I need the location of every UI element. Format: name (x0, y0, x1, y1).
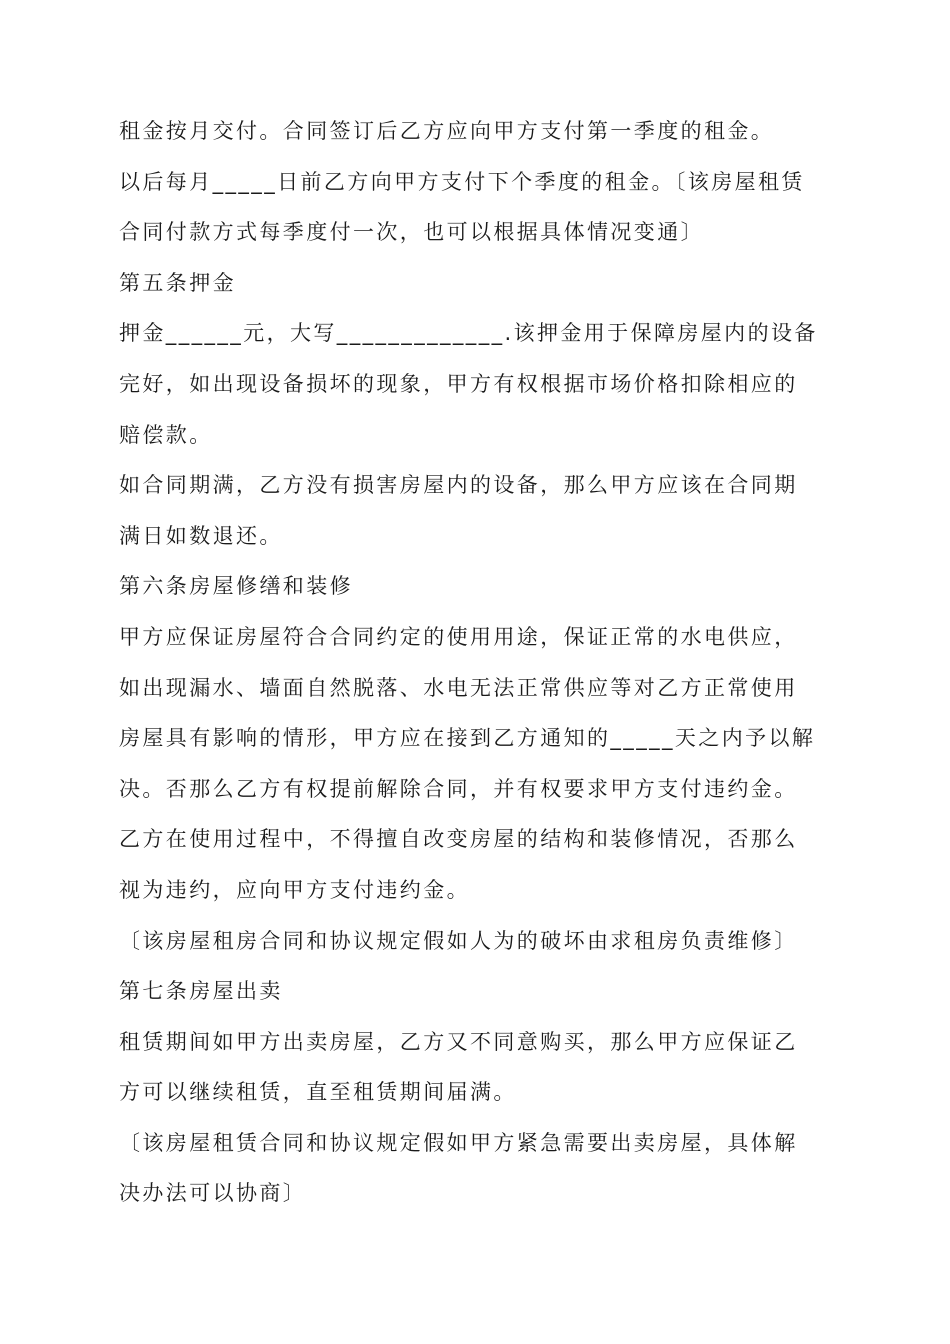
section-heading: 第七条房屋出卖 (119, 979, 283, 1004)
section-heading: 第六条房屋修缮和装修 (119, 574, 353, 599)
text-line: 视为违约，应向甲方支付违约金。 (119, 877, 470, 902)
text-line: 以后每月_____日前乙方向甲方支付下个季度的租金。〔该房屋租赁 (119, 169, 805, 194)
text-line: 合同付款方式每季度付一次，也可以根据具体情况变通〕 (119, 220, 704, 245)
text-line: 方可以继续租赁，直至租赁期间届满。 (119, 1080, 517, 1105)
text-line: 完好，如出现设备损坏的现象，甲方有权根据市场价格扣除相应的 (119, 371, 798, 396)
text-line: 满日如数退还。 (119, 523, 283, 548)
text-line: 如出现漏水、墙面自然脱落、水电无法正常供应等对乙方正常使用 (119, 675, 798, 700)
text-line: 租金按月交付。合同签订后乙方应向甲方支付第一季度的租金。 (119, 119, 775, 143)
text-line: 决。否那么乙方有权提前解除合同，并有权要求甲方支付违约金。 (119, 776, 798, 801)
text-line: 房屋具有影响的情形，甲方应在接到乙方通知的_____天之内予以解 (119, 726, 816, 751)
text-line: 赔偿款。 (119, 422, 213, 447)
text-line: 押金______元，大写_____________.该押金用于保障房屋内的设备 (119, 321, 818, 346)
text-line: 〔该房屋租赁合同和协议规定假如甲方紧急需要出卖房屋，具体解 (119, 1130, 798, 1155)
text-line: 甲方应保证房屋符合合同约定的使用用途，保证正常的水电供应， (119, 624, 798, 649)
section-heading: 第五条押金 (119, 270, 236, 295)
text-line: 乙方在使用过程中，不得擅自改变房屋的结构和装修情况，否那么 (119, 827, 798, 852)
text-line: 〔该房屋租房合同和协议规定假如人为的破坏由求租房负责维修〕 (119, 928, 798, 953)
text-line: 如合同期满，乙方没有损害房屋内的设备，那么甲方应该在合同期 (119, 473, 798, 498)
text-line: 租赁期间如甲方出卖房屋，乙方又不同意购买，那么甲方应保证乙 (119, 1029, 798, 1054)
text-line: 决办法可以协商〕 (119, 1181, 307, 1206)
document-body (119, 106, 831, 1219)
